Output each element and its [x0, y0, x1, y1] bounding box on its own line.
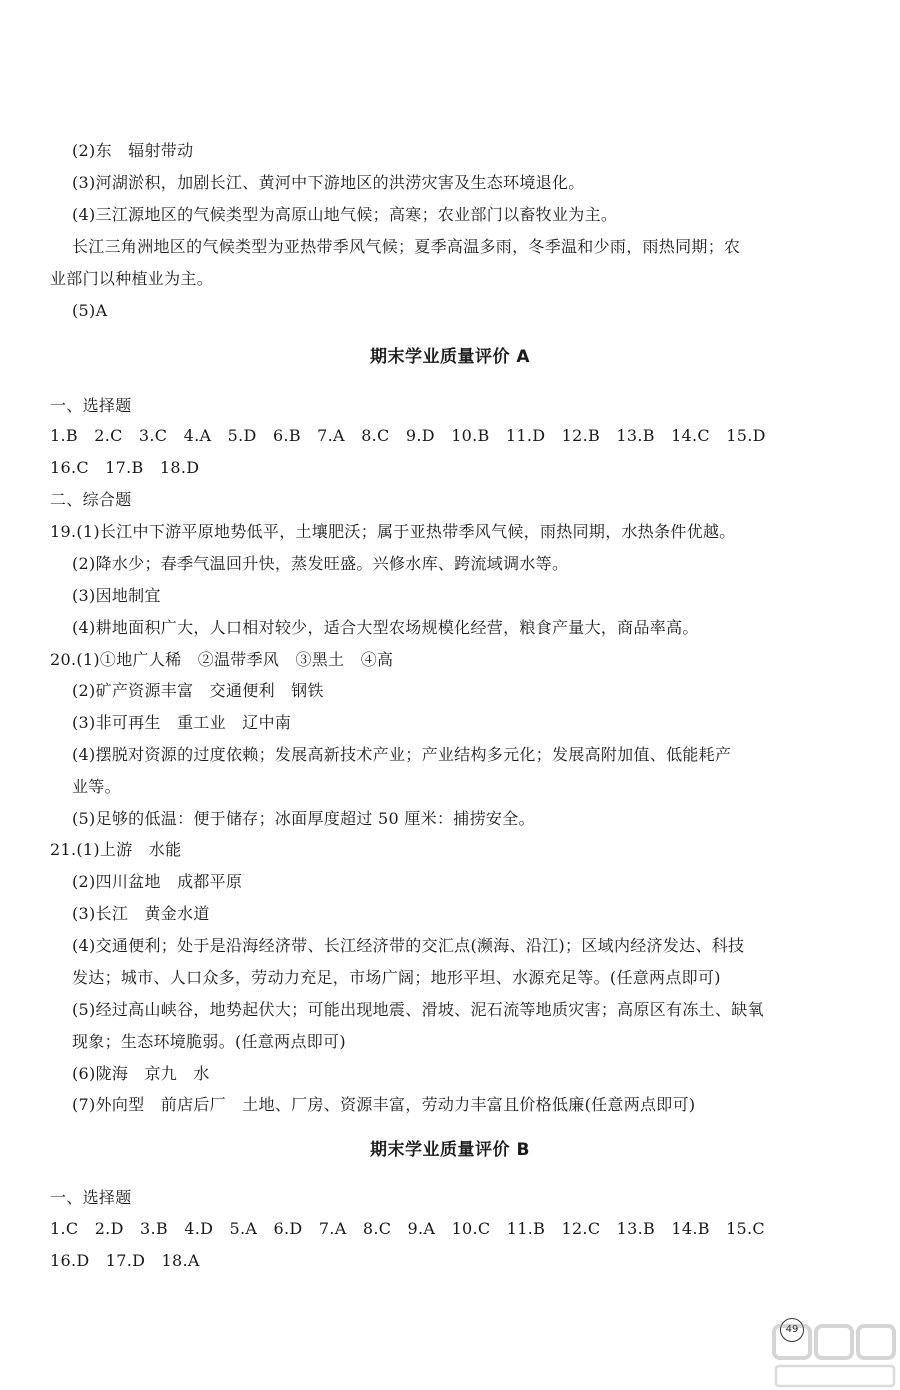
q20-line: (3)非可再生 重工业 辽中南: [72, 713, 292, 732]
answer-line: 长江三角洲地区的气候类型为亚热带季风气候；夏季高温多雨，冬季温和少雨，雨热同期；农: [72, 237, 741, 256]
section-a-answers-row1: 1.B 2.C 3.C 4.A 5.D 6.B 7.A 8.C 9.D 10.B 11.D 12.B 13.B 14.C 15.D: [50, 426, 766, 445]
section-a-answers-row2: 16.C 17.B 18.D: [50, 458, 200, 477]
answer-line: (4)三江源地区的气候类型为高原山地气候；高寒；农业部门以畜牧业为主。: [72, 205, 618, 224]
q21-line: (3)长江 黄金水道: [72, 904, 210, 923]
q21-line: (5)经过高山峡谷，地势起伏大；可能出现地震、滑坡、泥石流等地质灾害；高原区有冻土、缺氧: [72, 1000, 764, 1019]
q20-line: 业等。: [72, 777, 121, 796]
q20-line: (2)矿产资源丰富 交通便利 钢铁: [72, 681, 324, 700]
page-number: 49: [780, 1318, 804, 1342]
q19-line: (2)降水少；春季气温回升快，蒸发旺盛。兴修水库、跨流域调水等。: [72, 554, 569, 573]
section-a-part2-label: 二、综合题: [50, 490, 132, 509]
answer-line: (2)东 辐射带动: [72, 141, 194, 160]
q21-line: (7)外向型 前店后厂 土地、厂房、资源丰富，劳动力丰富且价格低廉(任意两点即可): [72, 1095, 696, 1114]
section-b-answers-row2: 16.D 17.D 18.A: [50, 1251, 200, 1270]
answer-line: (5)A: [72, 301, 108, 320]
q21-line: (6)陇海 京九 水: [72, 1064, 210, 1083]
q21-line: (4)交通便利；处于是沿海经济带、长江经济带的交汇点(濒海、沿江)；区域内经济发达、科技: [72, 936, 745, 955]
section-b-answers-row1: 1.C 2.D 3.B 4.D 5.A 6.D 7.A 8.C 9.A 10.C 11.B 12.C 13.B 14.B 15.C: [50, 1219, 765, 1238]
section-a-title: 期末学业质量评价 A: [369, 347, 531, 367]
q20-line: 20.(1)①地广人稀 ②温带季风 ③黑土 ④高: [50, 650, 394, 669]
q19-line: (3)因地制宜: [72, 586, 161, 605]
section-b-title: 期末学业质量评价 B: [370, 1140, 530, 1160]
q20-line: (4)摆脱对资源的过度依赖；发展高新技术产业；产业结构多元化；发展高附加值、低能耗产: [72, 745, 732, 764]
q20-line: (5)足够的低温：便于储存；冰面厚度超过 50 厘米：捕捞安全。: [72, 809, 535, 828]
section-b-part1-label: 一、选择题: [50, 1188, 132, 1207]
q21-line: 发达；城市、人口众多，劳动力充足，市场广阔；地形平坦、水源充足等。(任意两点即可): [72, 968, 721, 987]
q19-line: (4)耕地面积广大，人口相对较少，适合大型农场规模化经营，粮食产量大，商品率高。: [72, 618, 699, 637]
q19-line: 19.(1)长江中下游平原地势低平，土壤肥沃；属于亚热带季风气候，雨热同期，水热条件优越。: [50, 522, 736, 541]
q21-line: 现象；生态环境脆弱。(任意两点即可): [72, 1032, 346, 1051]
answer-line: (3)河湖淤积，加剧长江、黄河中下游地区的洪涝灾害及生态环境退化。: [72, 173, 585, 192]
watermark-logo-icon: [770, 1320, 900, 1390]
section-a-part1-label: 一、选择题: [50, 396, 132, 415]
q21-line: (2)四川盆地 成都平原: [72, 872, 243, 891]
answer-line: 业部门以种植业为主。: [50, 269, 214, 288]
q21-line: 21.(1)上游 水能: [50, 840, 182, 859]
